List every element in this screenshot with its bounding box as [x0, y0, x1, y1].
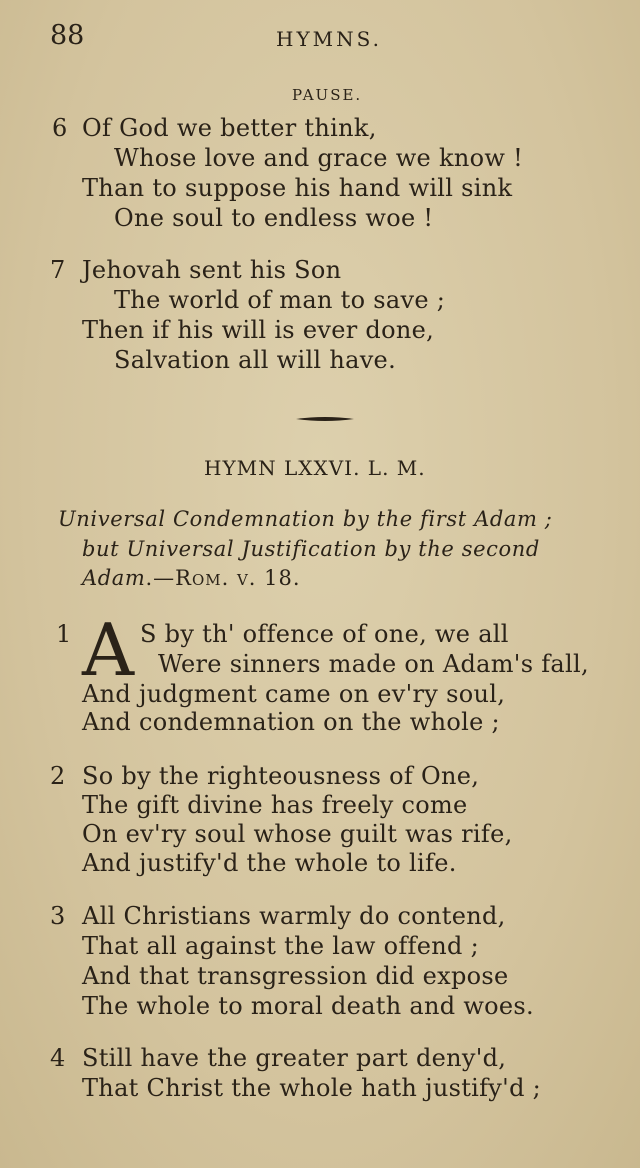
drop-cap: A — [82, 608, 134, 692]
verse-line: Than to suppose his hand will sink — [82, 174, 513, 202]
ornamental-rule — [296, 416, 354, 422]
verse-line: That all against the law offend ; — [82, 932, 479, 960]
stanza-number: 1 — [56, 620, 72, 648]
verse-line: So by the righteousness of One, — [82, 762, 480, 790]
verse-line: And justify'd the whole to life. — [82, 849, 457, 877]
verse-line: That Christ the whole hath justify'd ; — [82, 1074, 542, 1102]
hymn-argument-line — [82, 566, 301, 590]
stanza-number: 7 — [50, 256, 66, 284]
verse-line: And that transgression did expose — [82, 962, 509, 990]
hymn-argument-line: Universal Condemnation by the first Adam ; — [58, 507, 553, 531]
verse-line: The whole to moral death and woes. — [82, 992, 534, 1020]
pause-label: PAUSE. — [292, 86, 363, 104]
stanza-number: 6 — [52, 114, 68, 142]
verse-line: The gift divine has freely come — [82, 791, 468, 819]
verse-line: Salvation all will have. — [114, 346, 396, 374]
stanza-number: 3 — [50, 902, 66, 930]
hymn-argument-line: but Universal Justification by the second — [82, 537, 540, 561]
running-title: HYMNS. — [276, 27, 382, 51]
verse-line: Were sinners made on Adam's fall, — [158, 650, 589, 678]
verse-line: All Christians warmly do contend, — [82, 902, 506, 930]
verse-line: And condemnation on the whole ; — [82, 708, 500, 736]
verse-line: On ev'ry soul whose guilt was rife, — [82, 820, 513, 848]
verse-line: Of God we better think, — [82, 114, 377, 142]
verse-line: And judgment came on ev'ry soul, — [82, 680, 506, 708]
stanza-number: 2 — [50, 762, 66, 790]
verse-line: Still have the greater part deny'd, — [82, 1044, 507, 1072]
scripture-reference: .—Rom. v. 18. — [145, 566, 301, 590]
page-number: 88 — [50, 20, 85, 51]
verse-line: S by th' offence of one, we all — [140, 620, 509, 648]
verse-line: One soul to endless woe ! — [114, 204, 434, 232]
hymn-argument-word: Adam — [82, 566, 146, 590]
verse-line: The world of man to save ; — [114, 286, 446, 314]
hymn-title: HYMN LXXVI. L. M. — [204, 456, 426, 480]
stanza-number: 4 — [50, 1044, 66, 1072]
verse-line: Jehovah sent his Son — [82, 256, 342, 284]
verse-line: Then if his will is ever done, — [82, 316, 435, 344]
verse-line: Whose love and grace we know ! — [114, 144, 524, 172]
